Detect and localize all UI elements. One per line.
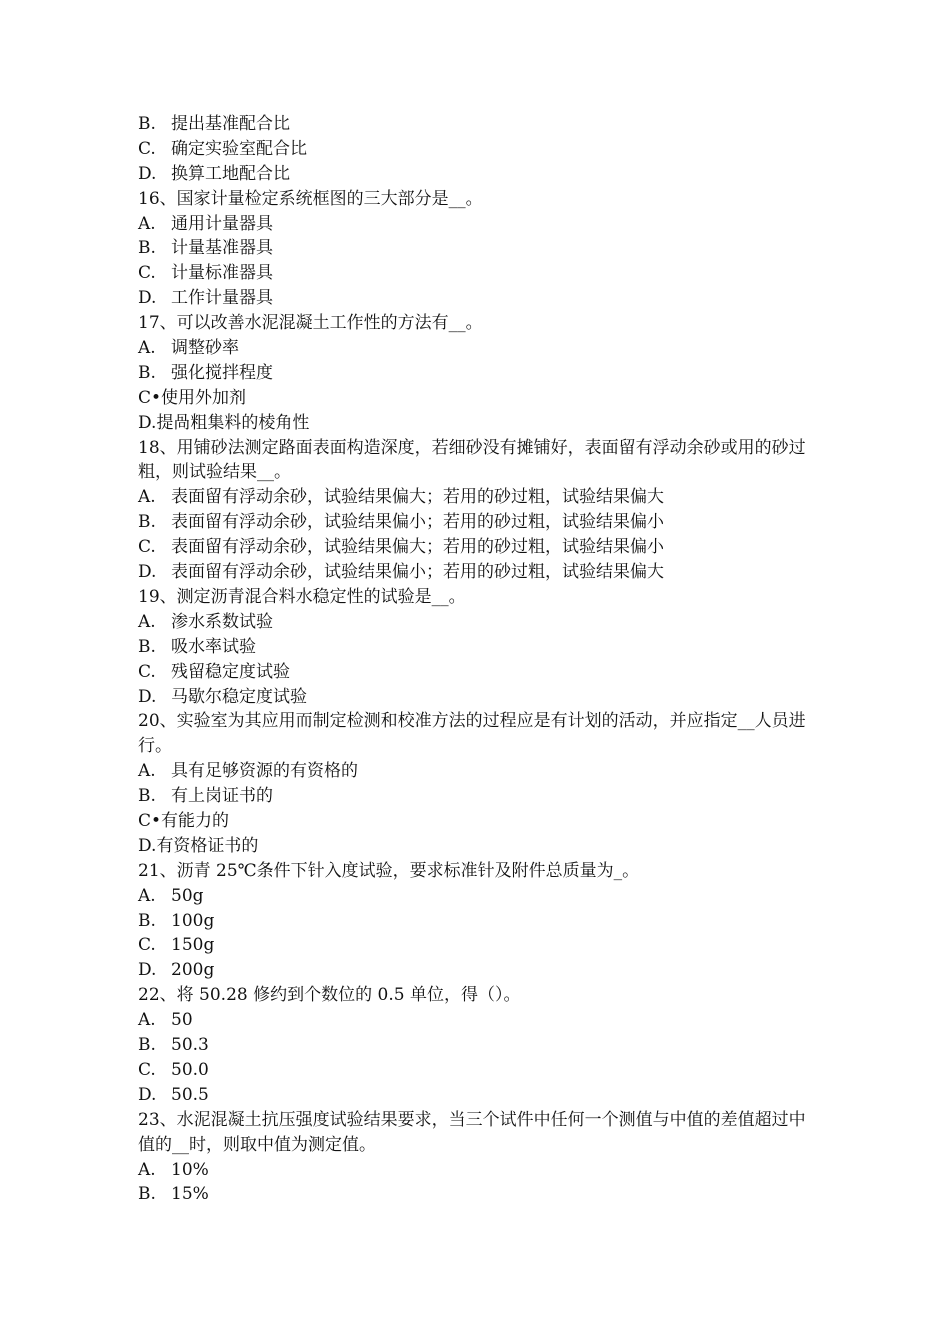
question-text: 17、可以改善水泥混凝土工作性的方法有__。 bbox=[138, 313, 483, 334]
answer-option bbox=[138, 958, 818, 983]
answer-option bbox=[138, 236, 818, 261]
option-letter: C• bbox=[138, 811, 162, 831]
option-text: 50.5 bbox=[171, 1084, 209, 1105]
option-letter: D. bbox=[138, 288, 157, 309]
option-text: 200g bbox=[171, 960, 215, 981]
option-text: 换算工地配合比 bbox=[171, 163, 290, 184]
option-text: 提出基准配合比 bbox=[171, 114, 290, 134]
option-letter: A. bbox=[138, 611, 156, 632]
option-letter: C. bbox=[138, 263, 156, 284]
option-text: 提咼粗集料的棱角性 bbox=[156, 412, 310, 433]
answer-option bbox=[138, 809, 818, 834]
answer-option bbox=[138, 162, 818, 187]
option-letter: B. bbox=[138, 786, 156, 807]
option-letter: A. bbox=[138, 885, 156, 906]
answer-option bbox=[138, 1058, 818, 1083]
option-letter: B. bbox=[138, 362, 156, 383]
option-text: 残留稳定度试验 bbox=[171, 661, 290, 682]
answer-option bbox=[138, 411, 818, 436]
option-letter: C. bbox=[138, 537, 156, 558]
option-text: 计量标准器具 bbox=[171, 263, 273, 284]
option-text: 表面留有浮动余砂，试验结果偏小；若用的砂过粗，试验结果偏小 bbox=[171, 512, 664, 533]
answer-option bbox=[138, 1033, 818, 1058]
option-text: 50.3 bbox=[171, 1035, 209, 1056]
option-letter: C. bbox=[138, 1059, 156, 1080]
answer-option bbox=[138, 834, 818, 859]
question-text: 21、沥青 25℃条件下针入度试验，要求标准针及附件总质量为_。 bbox=[138, 860, 640, 881]
question-text: 18、用铺砂法测定路面表面构造深度，若细砂没有摊铺好，表面留有浮动余砂或用的砂过粗，则试验结果__。 bbox=[138, 437, 806, 483]
question-text: 20、实验室为其应用而制定检测和校准方法的过程应是有计划的活动，并应指定__人员进行。 bbox=[138, 711, 806, 757]
option-letter: C. bbox=[138, 935, 156, 956]
option-letter: B. bbox=[138, 1035, 156, 1056]
answer-option bbox=[138, 909, 818, 934]
answer-option bbox=[138, 535, 818, 560]
option-letter: B. bbox=[138, 636, 156, 657]
answer-option bbox=[138, 884, 818, 909]
option-letter: B. bbox=[138, 114, 156, 134]
option-text: 有能力的 bbox=[161, 811, 230, 831]
answer-option bbox=[138, 361, 818, 386]
option-text: 有资格证书的 bbox=[156, 835, 259, 856]
option-letter: D. bbox=[138, 1084, 157, 1105]
option-text: 10% bbox=[171, 1159, 209, 1180]
option-letter: D. bbox=[138, 960, 157, 981]
answer-option bbox=[138, 933, 818, 958]
option-text: 50.0 bbox=[171, 1059, 209, 1080]
question-text: 19、测定沥青混合料水稳定性的试验是__。 bbox=[138, 586, 466, 607]
answer-option bbox=[138, 610, 818, 635]
option-text: 表面留有浮动余砂，试验结果偏大；若用的砂过粗，试验结果偏大 bbox=[171, 487, 664, 508]
option-text: 有上岗证书的 bbox=[171, 786, 273, 807]
answer-option bbox=[138, 784, 818, 809]
option-letter: D. bbox=[138, 412, 157, 433]
option-letter: A. bbox=[138, 487, 156, 508]
option-text: 100g bbox=[171, 910, 215, 931]
answer-option bbox=[138, 286, 818, 311]
answer-option bbox=[138, 660, 818, 685]
option-letter: C• bbox=[138, 387, 162, 408]
option-text: 表面留有浮动余砂，试验结果偏小；若用的砂过粗，试验结果偏大 bbox=[171, 562, 664, 583]
option-letter: D. bbox=[138, 835, 157, 856]
answer-option bbox=[138, 1182, 818, 1207]
option-letter: A. bbox=[138, 1159, 156, 1180]
option-text: 50 bbox=[171, 1010, 193, 1031]
option-text: 具有足够资源的有资格的 bbox=[171, 761, 358, 782]
answer-option bbox=[138, 759, 818, 784]
option-text: 工作计量器具 bbox=[171, 288, 273, 309]
option-text: 渗水系数试验 bbox=[171, 611, 273, 632]
option-letter: A. bbox=[138, 213, 156, 234]
question-text: 23、水泥混凝土抗压强度试验结果要求，当三个试件中任何一个测值与中值的差值超过中值的__时，则取中值为测定值。 bbox=[138, 1109, 806, 1155]
answer-option bbox=[138, 635, 818, 660]
option-text: 确定实验室配合比 bbox=[171, 138, 307, 159]
option-text: 表面留有浮动余砂，试验结果偏大；若用的砂过粗，试验结果偏小 bbox=[171, 537, 664, 558]
option-letter: D. bbox=[138, 562, 157, 583]
question-text: 16、国家计量检定系统框图的三大部分是__。 bbox=[138, 188, 483, 209]
answer-option bbox=[138, 1008, 818, 1033]
option-letter: B. bbox=[138, 1184, 156, 1205]
option-text: 50g bbox=[171, 885, 204, 906]
answer-option bbox=[138, 112, 818, 137]
option-letter: C. bbox=[138, 138, 156, 159]
option-letter: A. bbox=[138, 338, 156, 359]
option-letter: B. bbox=[138, 512, 156, 533]
answer-option bbox=[138, 485, 818, 510]
document-body bbox=[138, 112, 818, 1207]
option-letter: D. bbox=[138, 163, 157, 184]
option-letter: C. bbox=[138, 661, 156, 682]
option-text: 马歇尔稳定度试验 bbox=[171, 686, 307, 707]
option-text: 15% bbox=[171, 1184, 209, 1205]
option-text: 通用计量器具 bbox=[171, 213, 273, 234]
answer-option bbox=[138, 386, 818, 411]
answer-option bbox=[138, 1158, 818, 1183]
answer-option bbox=[138, 137, 818, 162]
answer-option bbox=[138, 261, 818, 286]
option-text: 使用外加剂 bbox=[161, 387, 247, 408]
option-letter: A. bbox=[138, 761, 156, 782]
option-letter: D. bbox=[138, 686, 157, 707]
answer-option bbox=[138, 336, 818, 361]
answer-option bbox=[138, 1083, 818, 1108]
answer-option bbox=[138, 685, 818, 710]
option-letter: B. bbox=[138, 910, 156, 931]
option-text: 计量基准器具 bbox=[171, 238, 273, 259]
option-text: 调整砂率 bbox=[171, 338, 239, 359]
option-text: 吸水率试验 bbox=[171, 636, 256, 657]
answer-option bbox=[138, 212, 818, 237]
option-letter: A. bbox=[138, 1010, 156, 1031]
option-text: 强化搅拌程度 bbox=[171, 362, 273, 383]
answer-option bbox=[138, 560, 818, 585]
question-text: 22、将 50.28 修约到个数位的 0.5 单位，得（）。 bbox=[138, 985, 521, 1006]
answer-option bbox=[138, 510, 818, 535]
option-text: 150g bbox=[171, 935, 215, 956]
option-letter: B. bbox=[138, 238, 156, 259]
